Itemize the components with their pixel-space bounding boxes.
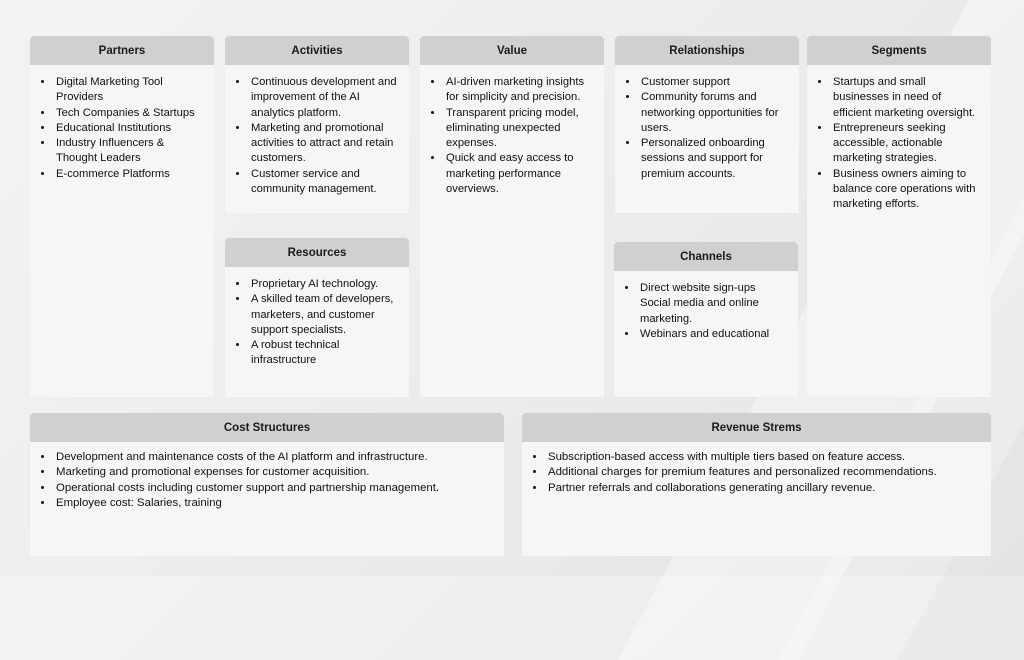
segments-list	[807, 65, 991, 213]
activities-header: Activities	[225, 36, 409, 65]
list-item: • Operational costs including customer support and partnership management.	[54, 481, 494, 496]
segments-block	[807, 36, 991, 397]
list-item: • Community forums and networking opportunities for users.	[639, 90, 789, 136]
list-item: • Marketing and promotional activities to attract and retain customers.	[249, 121, 399, 167]
list-item: • E-commerce Platforms	[54, 167, 204, 182]
segments-header: Segments	[807, 36, 991, 65]
list-item: • Customer service and community management.	[249, 167, 399, 198]
value-block	[420, 36, 604, 397]
list-item: • AI-driven marketing insights for simplicity and precision.	[444, 75, 594, 106]
cost-structures-block	[30, 413, 504, 556]
resources-block	[225, 238, 409, 397]
list-item: • Partner referrals and collaborations generating ancillary revenue.	[546, 481, 981, 496]
revenue-streams-list	[522, 442, 991, 496]
list-item: • Development and maintenance costs of the AI platform and infrastructure.	[54, 450, 494, 465]
list-item: • Employee cost: Salaries, training	[54, 496, 494, 511]
activities-list	[225, 65, 409, 197]
value-header: Value	[420, 36, 604, 65]
list-item: • Proprietary AI technology.	[249, 277, 399, 292]
relationships-block	[615, 36, 799, 213]
list-item: • Tech Companies & Startups	[54, 106, 204, 121]
revenue-streams-header: Revenue Strems	[522, 413, 991, 442]
list-item: • Educational Institutions	[54, 121, 204, 136]
channels-header: Channels	[614, 242, 798, 271]
list-item: • A robust technical infrastructure	[249, 338, 399, 369]
list-item: • Subscription-based access with multiple tiers based on feature access.	[546, 450, 981, 465]
relationships-list	[615, 65, 799, 182]
value-list	[420, 65, 604, 197]
list-item: • Transparent pricing model, eliminating unexpected expenses.	[444, 106, 594, 152]
partners-list	[30, 65, 214, 182]
list-item: • Industry Influencers & Thought Leaders	[54, 136, 204, 167]
resources-header: Resources	[225, 238, 409, 267]
relationships-header: Relationships	[615, 36, 799, 65]
activities-block	[225, 36, 409, 213]
list-item: • Business owners aiming to balance core operations with marketing efforts.	[831, 167, 981, 213]
resources-list	[225, 267, 409, 369]
list-item: • Quick and easy access to marketing performance overviews.	[444, 151, 594, 197]
list-item: • Customer support	[639, 75, 789, 90]
list-item: • Direct website sign-ups Social media and online marketing.	[638, 281, 788, 327]
list-item: • Personalized onboarding sessions and support for premium accounts.	[639, 136, 789, 182]
list-item: • A skilled team of developers, marketers, and customer support specialists.	[249, 292, 399, 338]
list-item: • Startups and small businesses in need of efficient marketing oversight.	[831, 75, 981, 121]
list-item: • Digital Marketing Tool Providers	[54, 75, 204, 106]
list-item: • Entrepreneurs seeking accessible, actionable marketing strategies.	[831, 121, 981, 167]
list-item: • Webinars and educational	[638, 327, 788, 342]
partners-header: Partners	[30, 36, 214, 65]
cost-structures-header: Cost Structures	[30, 413, 504, 442]
list-item: • Additional charges for premium features and personalized recommendations.	[546, 465, 981, 480]
list-item: • Marketing and promotional expenses for customer acquisition.	[54, 465, 494, 480]
cost-structures-list	[30, 442, 504, 512]
channels-block	[614, 242, 798, 397]
revenue-streams-block	[522, 413, 991, 556]
list-item: • Continuous development and improvement of the AI analytics platform.	[249, 75, 399, 121]
channels-list	[614, 271, 798, 342]
partners-block	[30, 36, 214, 397]
